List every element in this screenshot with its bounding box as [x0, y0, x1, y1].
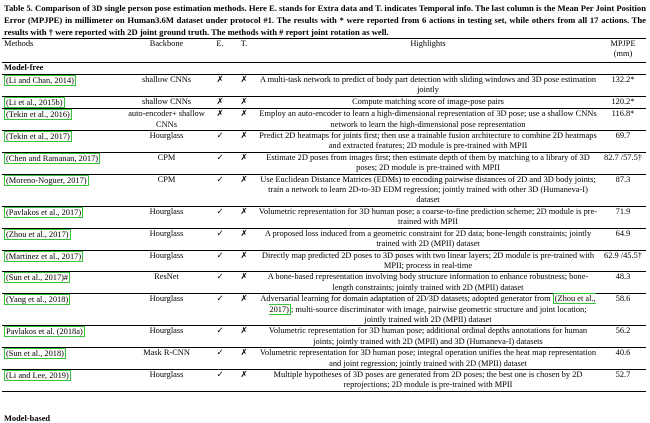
backbone-cell: CPM [125, 152, 208, 174]
backbone-cell: Mask R-CNN [125, 348, 208, 370]
citation-link[interactable]: (Li and Chan, 2014) [6, 76, 74, 85]
backbone-cell: Hourglass [125, 131, 208, 153]
check-icon: ✓ [216, 131, 224, 142]
table-caption [4, 2, 646, 38]
citation-link[interactable]: Pavlakos et al. (2018a) [6, 327, 83, 337]
citation-link[interactable]: (Sun et al., 2017)# [6, 273, 69, 283]
header-mpjpe-label: MPJPE [610, 39, 636, 48]
mpjpe-cell: 116.8* [600, 109, 646, 131]
method-cell [2, 348, 125, 370]
extra-data-cell [208, 348, 232, 370]
check-icon: ✓ [216, 348, 224, 359]
highlights-cell [256, 294, 600, 326]
mpjpe-cell: 69.7 [600, 131, 646, 153]
mpjpe-cell: 71.9 [600, 206, 646, 228]
backbone-cell: Hourglass [125, 250, 208, 272]
method-cell [2, 326, 125, 348]
header-extra-data: E. [208, 39, 232, 63]
cross-icon: ✗ [240, 75, 248, 85]
extra-data-cell [208, 96, 232, 108]
highlights-cell: Predict 2D heatmaps for joints first; then use a trainable fusion architecture to combine 2D heatmaps and extracted features; 2D module is pre-trained with MPII [256, 131, 600, 153]
cross-icon: ✗ [240, 131, 248, 142]
temporal-cell [232, 152, 256, 174]
table-row [2, 96, 646, 108]
mpjpe-cell: 132.2* [600, 75, 646, 97]
extra-data-cell [208, 174, 232, 206]
header-mpjpe [600, 39, 646, 63]
cross-icon: ✗ [240, 152, 248, 163]
table-row [2, 326, 646, 348]
extra-data-cell [208, 109, 232, 131]
temporal-cell [232, 348, 256, 370]
mpjpe-cell: 82.7 /57.5† [600, 152, 646, 174]
backbone-cell: Hourglass [125, 206, 208, 228]
mpjpe-cell: 87.3 [600, 174, 646, 206]
check-icon: ✓ [216, 206, 224, 217]
table-row [2, 152, 646, 174]
citation-link[interactable]: (Martinez et al., 2017) [6, 251, 82, 261]
cross-icon: ✗ [216, 75, 224, 85]
method-cell [2, 109, 125, 131]
header-highlights: Highlights [256, 39, 600, 63]
method-cell [2, 75, 125, 97]
citation-link[interactable]: (Zhou et al., 2017) [6, 229, 69, 239]
table-row [2, 272, 646, 294]
table-row [2, 75, 646, 97]
extra-data-cell [208, 131, 232, 153]
backbone-cell: ResNet [125, 272, 208, 294]
mpjpe-cell: 40.6 [600, 348, 646, 370]
highlights-cell: Directly map predicted 2D poses to 3D poses with two linear layers; 2D module is pre-trained with MPII; process in real-time [256, 250, 600, 272]
citation-link[interactable]: (Tekin et al., 2016) [6, 110, 70, 120]
check-icon: ✓ [216, 326, 224, 337]
highlights-text-pre: Adversarial learning for domain adaptation of 2D/3D datasets; adopted generator from [260, 294, 553, 304]
temporal-cell [232, 75, 256, 97]
cross-icon: ✗ [240, 369, 248, 380]
cross-icon: ✗ [240, 294, 248, 305]
temporal-cell [232, 369, 256, 391]
method-cell [2, 174, 125, 206]
backbone-cell: CPM [125, 174, 208, 206]
highlights-cell: A multi-task network to predict of body part detection with sliding windows and 3D pose estimation jointly [256, 75, 600, 97]
citation-link[interactable]: (Pavlakos et al., 2017) [6, 207, 82, 217]
highlights-cell: Volumetric representation for 3D human pose; additional ordinal depths annotations for human joints; jointly trained with 2D (MPII) and 3D (Humaneva-I) datasets [256, 326, 600, 348]
method-cell [2, 206, 125, 228]
highlights-cell: Employ an auto-encoder to learn a high-dimensional representation of 3D pose; use a shallow CNNs network to learn the high-dimensional pose representation [256, 109, 600, 131]
cross-icon: ✗ [240, 109, 248, 120]
check-icon: ✓ [216, 272, 224, 283]
temporal-cell [232, 131, 256, 153]
method-cell [2, 131, 125, 153]
table-row [2, 206, 646, 228]
cross-icon: ✗ [240, 326, 248, 337]
table-row [2, 109, 646, 131]
method-cell [2, 96, 125, 108]
backbone-cell: shallow CNNs [125, 75, 208, 97]
citation-link[interactable]: (Li et al., 2015b) [6, 97, 63, 107]
cross-icon: ✗ [240, 348, 248, 359]
mpjpe-cell: 48.3 [600, 272, 646, 294]
table-row [2, 369, 646, 391]
highlights-cell: Compute matching score of image-pose pairs [256, 96, 600, 108]
citation-link[interactable]: (Tekin et al., 2017) [6, 132, 70, 142]
table-row [2, 228, 646, 250]
extra-data-cell [208, 294, 232, 326]
extra-data-cell [208, 250, 232, 272]
method-cell [2, 272, 125, 294]
next-section-cut: Model-based [4, 414, 51, 423]
check-icon: ✓ [216, 152, 224, 163]
temporal-cell [232, 294, 256, 326]
citation-link[interactable]: (Li and Lee, 2019) [6, 370, 69, 380]
method-cell [2, 294, 125, 326]
header-temporal: T. [232, 39, 256, 63]
mpjpe-cell: 56.2 [600, 326, 646, 348]
cross-icon: ✗ [240, 272, 248, 283]
cross-icon: ✗ [240, 228, 248, 239]
table-row [2, 348, 646, 370]
table-row [2, 174, 646, 206]
temporal-cell [232, 326, 256, 348]
citation-link[interactable]: (Moreno-Noguer, 2017) [6, 175, 87, 185]
check-icon: ✓ [216, 228, 224, 239]
temporal-cell [232, 206, 256, 228]
section-title: Model-free [2, 63, 646, 75]
header-methods: Methods [2, 39, 125, 63]
backbone-cell: Hourglass [125, 369, 208, 391]
highlights-cell: A proposed loss induced from a geometric constraint for 2D data; bone-length constraints; jointly trained with 2D (MPII) dataset [256, 228, 600, 250]
extra-data-cell [208, 152, 232, 174]
inline-citation-link[interactable]: (Zhou et al., 2017) [269, 294, 596, 314]
backbone-cell: Hourglass [125, 326, 208, 348]
temporal-cell [232, 174, 256, 206]
header-backbone: Backbone [125, 39, 208, 63]
table-row [2, 250, 646, 272]
extra-data-cell [208, 206, 232, 228]
temporal-cell [232, 272, 256, 294]
extra-data-cell [208, 272, 232, 294]
highlights-cell: Use Euclidean Distance Matrices (EDMs) to encoding pairwise distances of 2D and 3D body joints; train a network to learn 2D-to-3D EDM regression; jointly trained with other 3D (Humaneva-I) dataset [256, 174, 600, 206]
temporal-cell [232, 109, 256, 131]
caption-label: Table 5. [4, 3, 33, 13]
backbone-cell: shallow CNNs [125, 96, 208, 108]
highlights-cell: Estimate 2D poses from images first; then estimate depth of them by matching to a library of 3D poses; 2D module is pre-trained with MPII [256, 152, 600, 174]
extra-data-cell [208, 75, 232, 97]
check-icon: ✓ [216, 250, 224, 261]
cross-icon: ✗ [216, 96, 224, 107]
extra-data-cell [208, 326, 232, 348]
cross-icon: ✗ [240, 206, 248, 217]
method-cell [2, 152, 125, 174]
citation-link[interactable]: (Chen and Ramanan, 2017) [6, 153, 99, 163]
mpjpe-cell: 64.9 [600, 228, 646, 250]
mpjpe-cell: 58.6 [600, 294, 646, 326]
table-header-row [2, 39, 646, 63]
backbone-cell: auto-encoder+ shallow CNNs [125, 109, 208, 131]
header-mpjpe-unit: (mm) [613, 49, 633, 59]
method-cell [2, 250, 125, 272]
caption-text: Comparison of 3D single person pose estimation methods. Here E. stands for Extra data and T. indicates Temporal info. The last column is the Mean Per Joint Position Error (MPJPE) in millimeter on Human3.6M dataset under protocol #1. The results with * were reported from 6 actions in testing set, while others from all 17 actions. The results with † were reported with 2D joint ground truth. The methods with # report joint rotation as well. [4, 3, 646, 37]
extra-data-cell [208, 228, 232, 250]
method-cell [2, 228, 125, 250]
citation-link[interactable]: (Yang et al., 2018) [6, 295, 69, 305]
table-row [2, 131, 646, 153]
cross-icon: ✗ [240, 174, 248, 185]
cross-icon: ✗ [240, 96, 248, 107]
highlights-text-post: ; multi-source discriminator with image, pairwise geometric structure and joint location; jointly trained with 2D (MPII) dataset [290, 304, 587, 324]
check-icon: ✓ [216, 174, 224, 185]
highlights-cell: Volumetric representation for 3D human pose; integral operation unifies the heat map representation and joint regression; jointly trained with 2D (MPII) dataset [256, 348, 600, 370]
highlights-cell: Multiple hypotheses of 3D poses are generated from 2D poses; the best one is chosen by 2D reprojections; 2D module is pre-trained with MPII [256, 369, 600, 391]
highlights-cell: A bone-based representation involving body structure information to enhance robustness; bone-length constraints; jointly trained with 2D (MPII) dataset [256, 272, 600, 294]
check-icon: ✓ [216, 369, 224, 380]
mpjpe-cell: 120.2* [600, 96, 646, 108]
temporal-cell [232, 228, 256, 250]
method-cell [2, 369, 125, 391]
temporal-cell [232, 250, 256, 272]
extra-data-cell [208, 369, 232, 391]
check-icon: ✓ [216, 294, 224, 305]
backbone-cell: Hourglass [125, 228, 208, 250]
citation-link[interactable]: (Sun et al., 2018) [6, 349, 64, 359]
mpjpe-cell: 62.9 /45.5† [600, 250, 646, 272]
section-header-row [2, 63, 646, 75]
cross-icon: ✗ [240, 250, 248, 261]
comparison-table [2, 38, 646, 392]
backbone-cell: Hourglass [125, 294, 208, 326]
temporal-cell [232, 96, 256, 108]
mpjpe-cell: 52.7 [600, 369, 646, 391]
table-row [2, 294, 646, 326]
cross-icon: ✗ [216, 109, 224, 120]
highlights-cell: Volumetric representation for 3D human pose; a coarse-to-fine prediction scheme; 2D module is pre-trained with MPII [256, 206, 600, 228]
